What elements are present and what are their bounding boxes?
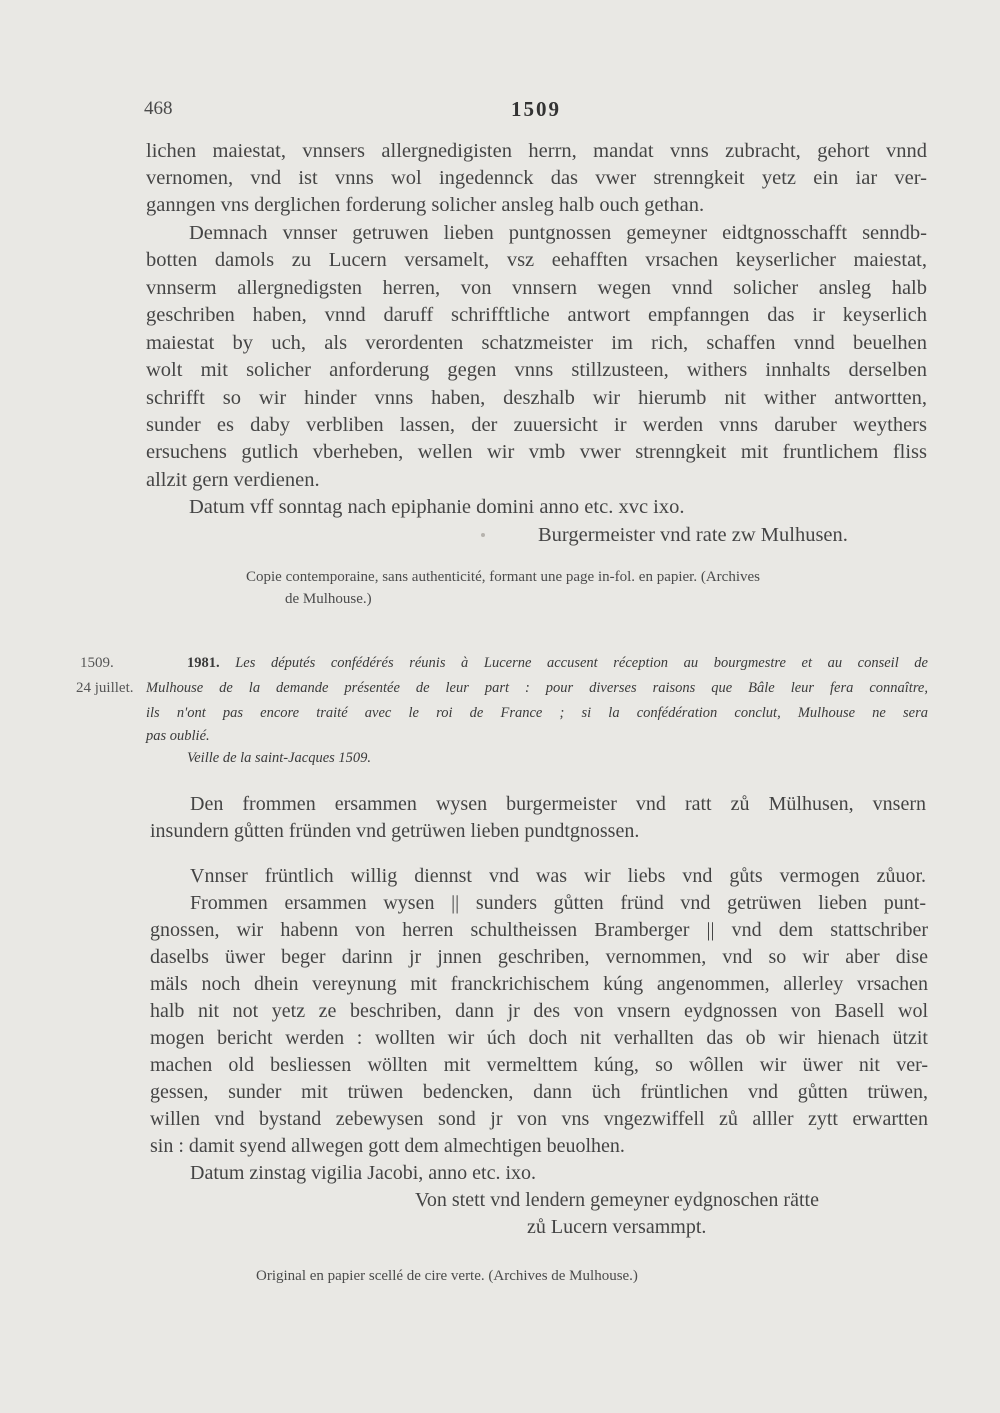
entry-number: 1981. — [187, 655, 220, 671]
text-line: maiestat by uch, als verordenten schatzmeister im rich, schaffen vnnd beuelhen — [146, 332, 927, 354]
text-line: vnnserm allergnedigsten herren, von vnnsern wegen vnnd solicher ansleg halb — [146, 277, 927, 299]
summary-line: pas oublié. — [146, 728, 210, 744]
text-line: botten damols zu Lucern versamelt, vsz eehafften vrsachen keyserlicher maiestat, — [146, 249, 927, 271]
source-note: Copie contemporaine, sans authenticité, formant une page in-fol. en papier. (Archives — [246, 569, 760, 585]
text-line: geschriben haben, vnnd daruff schrifftliche antwort empfanngen das ir keyserlich — [146, 304, 927, 326]
text-line: lichen maiestat, vnnsers allergnedigisten herrn, mandat vnns zubracht, gehort vnnd — [146, 140, 927, 162]
signature-line: Von stett vnd lendern gemeyner eydgnoschen rätte — [415, 1189, 819, 1211]
margin-date: 24 juillet. — [76, 680, 134, 696]
summary-line: Mulhouse de la demande présentée de leur part : pour diverses raisons que Bâle leur fera connaître, — [146, 680, 928, 696]
datum-line: Datum zinstag vigilia Jacobi, anno etc. ixo. — [190, 1162, 537, 1184]
entry-summary-first-line — [187, 655, 928, 672]
letter-line: machen old besliessen wöllten mit vermelttem kúng, so wôllen wir üwer nit ver- — [150, 1054, 928, 1076]
text-line: schrifft so wir hinder vnns haben, deszhalb wir hierumb nit wither antwortten, — [146, 387, 927, 409]
original-note: Original en papier scellé de cire verte. (Archives de Mulhouse.) — [256, 1268, 638, 1284]
address-line: insundern gůtten fründen vnd getrüwen lieben pundtgnossen. — [150, 820, 640, 842]
letter-line: gnossen, wir habenn von herren schultheissen Bramberger || vnd dem stattschriber — [150, 919, 928, 941]
letter-line: daselbs üwer beger darinn jr jnnen geschriben, vernommen, vnd so wir aber dise — [150, 946, 928, 968]
text-line: wolt mit solicher anforderung gegen vnns stillzusteen, withers innhalts derselben — [146, 359, 927, 381]
letter-line: Frommen ersammen wysen || sunders gůtten fründ vnd getrüwen lieben punt- — [190, 892, 926, 914]
page-number: 468 — [144, 98, 173, 119]
address-line: Den frommen ersammen wysen burgermeister vnd ratt zů Mülhusen, vnsern — [190, 793, 926, 815]
text-line: Demnach vnnser getruwen lieben puntgnossen gemeyner eidtgnosschafft senndb- — [189, 222, 927, 244]
text-line: ganngen vns derglichen forderung solicher ansleg halb ouch gethan. — [146, 194, 705, 216]
entry-date-line: Veille de la saint-Jacques 1509. — [187, 750, 372, 766]
signature-line: zů Lucern versammpt. — [527, 1216, 707, 1238]
letter-line: willen vnd bystand zebewysen sond jr von vns vngezwiffell zů alller zytt erwartten — [150, 1108, 928, 1130]
ink-speck — [481, 533, 485, 537]
letter-line: Vnnser früntlich willig diennst vnd was wir liebs vnd gůts vermogen zůuor. — [190, 865, 926, 887]
letter-line: mogen bericht werden : wollten wir úch doch nit verhallten das ob wir hienach ützit — [150, 1027, 928, 1049]
text-line: vernomen, vnd ist vnns wol ingedennck das vwer strenngkeit yetz ein iar ver- — [146, 167, 927, 189]
summary-line: ils n'ont pas encore traité avec le roi de France ; si la confédération conclut, Mulhouse ne sera — [146, 705, 928, 721]
letter-line: halb nit not yetz ze beschriben, dann jr des von vnsern eydgnossen von Basell wol — [150, 1000, 928, 1022]
text-line: sunder es daby verbliben lassen, der zuuersicht ir werden vnns daruber weythers — [146, 414, 927, 436]
letter-line: mäls noch dhein vereynung mit franckrichischem kúng angenommen, allerley vrsachen — [150, 973, 928, 995]
margin-year: 1509. — [80, 655, 114, 671]
page-year-heading: 1509 — [511, 97, 561, 121]
summary-text: Les députés confédérés réunis à Lucerne accusent réception au bourgmestre et au conseil de — [235, 655, 928, 671]
source-note-continuation: de Mulhouse.) — [285, 591, 372, 607]
letter-line: sin : damit syend allwegen gott dem almechtigen beuolhen. — [150, 1135, 625, 1157]
text-line: ersuchens gutlich vberheben, wellen wir vmb vwer strenngkeit mit fruntlichem fliss — [146, 441, 927, 463]
text-line: allzit gern verdienen. — [146, 469, 320, 491]
datum-line: Datum vff sonntag nach epiphanie domini anno etc. xvc ixo. — [189, 496, 685, 518]
letter-line: gessen, sunder mit trüwen bedencken, dann üch früntlichen vnd gůtten trüwen, — [150, 1081, 928, 1103]
signature-line: Burgermeister vnd rate zw Mulhusen. — [538, 524, 848, 546]
